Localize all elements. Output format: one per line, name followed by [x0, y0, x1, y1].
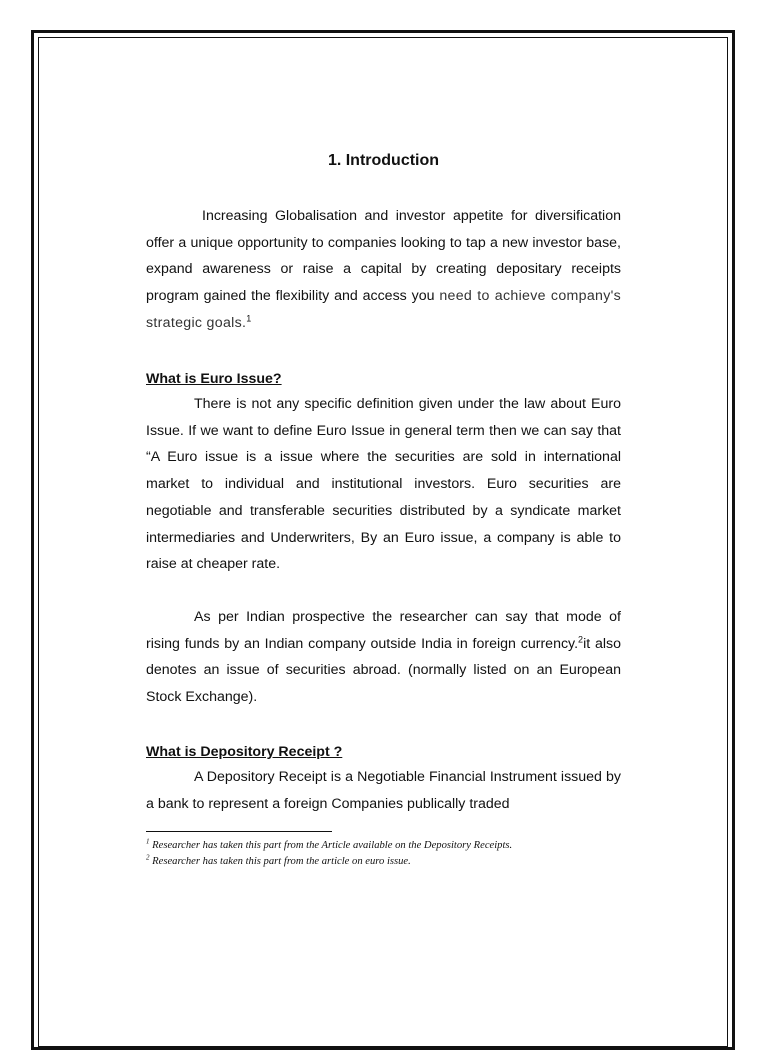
depository-receipt-text: A Depository Receipt is a Negotiable Financial Instrument issued by a bank to represent a foreign Companies publically traded [146, 769, 621, 812]
footnote-1 [146, 839, 621, 853]
footnote-1-text: Researcher has taken this part from the Article available on the Depository Receipts. [152, 840, 513, 851]
intro-text: Increasing Globalisation and investor appetite for diversification offer a unique opportunity to companies looking to tap a new investor base, expand awareness or raise a capital by creating depositary receipts program gained the flexibility and access you [146, 208, 621, 305]
footnote-1-number: 1 [146, 837, 150, 846]
intro-text-tail: need to achieve company's strategic goals. [146, 288, 621, 331]
euro-issue-paragraph [146, 391, 621, 578]
depository-receipt-heading: What is Depository Receipt ? [146, 744, 343, 760]
footnote-2-text: Researcher has taken this part from the article on euro issue. [152, 856, 411, 867]
footnote-divider [146, 831, 332, 832]
euro-issue-text: There is not any specific definition given under the law about Euro Issue. If we want to define Euro Issue in general term then we can say that “A Euro issue is a issue where the securities are sold in international market to individual and institutional investors. Euro securities are negotiable and transferable securities distributed by a syndicate market intermediaries and Underwriters, By an Euro issue, a company is able to raise at cheaper rate. [146, 396, 621, 573]
indian-perspective-text: As per Indian prospective the researcher can say that mode of rising funds by an Indian company outside India in foreign currency. [146, 609, 621, 652]
footnote-2-number: 2 [146, 853, 150, 862]
intro-paragraph [146, 203, 621, 337]
indian-perspective-text-cont: it also denotes an issue of securities abroad. (normally listed on an European Stock Exchange). [146, 635, 622, 706]
footnote-2 [146, 855, 621, 869]
indian-perspective-paragraph [146, 604, 621, 711]
euro-issue-heading: What is Euro Issue? [146, 371, 282, 387]
page-title: 1. Introduction [327, 152, 440, 169]
footnote-ref-1[interactable]: 1 [246, 313, 252, 324]
depository-receipt-paragraph [146, 764, 621, 817]
footnote-ref-2[interactable]: 2 [578, 633, 584, 644]
